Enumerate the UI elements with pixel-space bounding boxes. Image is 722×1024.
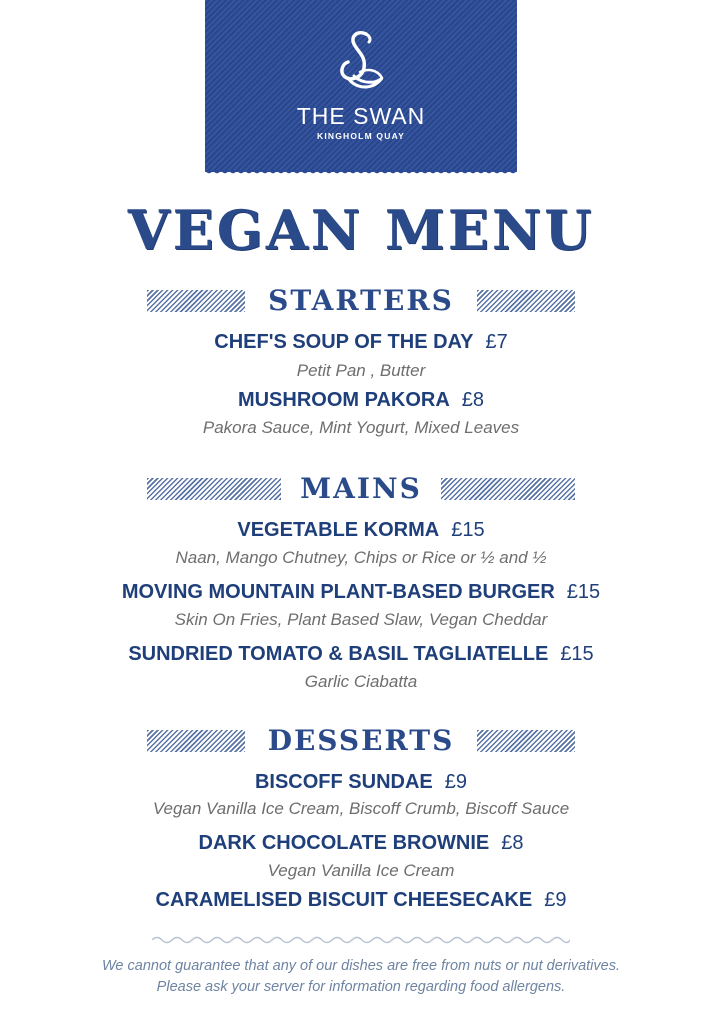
item-name: DARK CHOCOLATE BROWNIE [198,832,490,854]
item-price: £7 [485,331,508,353]
item-price: £15 [566,581,601,603]
item-price: £8 [461,389,485,411]
item-price: £9 [444,771,468,793]
item-description: Petit Pan , Butter [296,361,426,380]
menu-title: VEGAN MENU [127,198,595,262]
item-name: MOVING MOUNTAIN PLANT-BASED BURGER [121,581,555,603]
item-description: Vegan Vanilla Ice Cream, Biscoff Crumb, Biscoff Sauce [152,799,570,818]
item-name: SUNDRIED TOMATO & BASIL TAGLIATELLE [128,643,549,665]
stripe-decoration-right [477,290,575,312]
brand-location: KINGHOLM QUAY [316,131,405,141]
logo-scalloped-edge [205,170,517,178]
stripe-decoration-left [147,290,245,312]
item-name: CHEF'S SOUP OF THE DAY [214,331,474,353]
logo-block [205,0,517,172]
menu-item [0,331,722,354]
section-header-mains [0,474,722,504]
menu-item [0,771,722,794]
item-description: Pakora Sauce, Mint Yogurt, Mixed Leaves [202,418,520,437]
item-price: £15 [451,519,485,541]
stripe-decoration-left [147,730,245,752]
item-description: Vegan Vanilla Ice Cream [267,861,455,880]
menu-item [0,832,722,855]
menu-item [0,581,722,604]
stripe-decoration-right [441,478,575,500]
allergen-disclaimer-line2: Please ask your server for information regarding food allergens. [156,979,566,995]
stripe-decoration-right [477,730,575,752]
item-description: Naan, Mango Chutney, Chips or Rice or ½ and ½ [175,548,547,567]
item-name: CARAMELISED BISCUIT CHEESECAKE [155,889,533,911]
item-price: £15 [560,643,594,665]
item-description: Garlic Ciabatta [304,672,418,691]
menu-item [0,389,722,412]
wavy-divider [152,934,570,946]
item-price: £9 [544,889,567,911]
menu-item [0,643,722,666]
brand-name: THE SWAN [296,103,426,129]
item-name: VEGETABLE KORMA [237,519,440,541]
section-title: DESSERTS [267,724,455,757]
swan-icon [336,28,388,98]
allergen-disclaimer-line1: We cannot guarantee that any of our dishes are free from nuts or nut derivatives. [102,958,620,974]
section-header-desserts [0,726,722,756]
item-name: MUSHROOM PAKORA [237,389,450,411]
section-title: STARTERS [268,284,454,317]
menu-item [0,519,722,542]
item-description: Skin On Fries, Plant Based Slaw, Vegan Cheddar [174,610,548,629]
section-title: MAINS [300,472,422,505]
section-header-starters [0,286,722,316]
item-price: £8 [501,832,524,854]
item-name: BISCOFF SUNDAE [254,771,433,793]
menu-item [0,889,722,912]
stripe-decoration-left [147,478,281,500]
